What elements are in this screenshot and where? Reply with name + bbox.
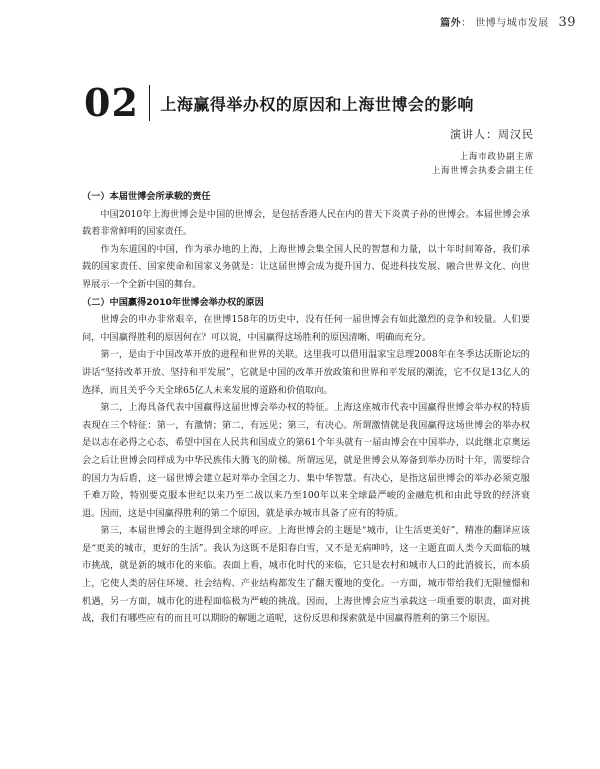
paragraph: 中国2010年上海世博会是中国的世博会，是包括香港人民在内的普天下炎黄子孙的世博会。本届世博会承载着非常鲜明的国家责任。 <box>82 208 530 238</box>
speaker-name: 演讲人：周汉民 <box>450 128 534 141</box>
byline <box>432 126 534 178</box>
paragraph: 第三，本届世博会的主题得到全球的呼应。上海世博会的主题是“城市，让生活更美好”，精准的翻译应该是“更美的城市，更好的生活”。我认为这既不是阳春白雪，又不是无病呻吟，这一主题直面人类今天面临的城市挑战，就是新的城市化的来临。表面上看，城市化时代的来临，它只是农村和城市人口的此消彼长，而本质上，它使人类的居住环境、社会结构、产业结构都发生了翻天覆地的变化。一方面，城市带给我们无限憧憬和机遇，另一方面，城市化的进程面临极为严峻的挑战。因而，上海世博会应当承载这一项重要的职责，面对挑战，我们有哪些应有的而且可以期盼的解题之道呢，这份反思和探索就是中国赢得胜利的第三个原因。 <box>82 525 530 625</box>
paragraph: 世博会的申办非常艰辛，在世博158年的历史中，没有任何一届世博会有如此激烈的竞争和较量。人们要问，中国赢得胜利的原因何在？可以说，中国赢得这场胜利的原因清晰、明确而充分。 <box>82 314 530 343</box>
running-header <box>440 14 576 30</box>
paragraph: 第二，上海具备代表中国赢得这届世博会举办权的特征。上海这座城市代表中国赢得世博会举办权的特质表现在三个特征：第一，有激情；第二，有远见；第三，有决心。所谓激情就是我国赢得这场世博会的举办权是以志在必得之心态，希望中国在人民共和国成立的第61个年头就有一届由博会在中国举办，以此继北京奥运会之后让世博会同样成为中华民族伟大腾飞的阶梯。所谓远见，就是世博会从筹备到举办历时十年，需要综合的国力为后盾，这一届世博会建立起对举办全国之力、集中华智慧。有决心，是指这届世博会的举办必须克服千难万险，特别要克服本世纪以来乃至二战以来乃至100年以来全球最严峻的金融危机和由此导致的经济衰退。因而，这是中国赢得胜利的第二个原因，就是承办城市具备了应有的特质。 <box>82 402 530 519</box>
speaker-role-2: 上海世博会执委会副主任 <box>431 166 534 176</box>
title-divider <box>149 85 151 121</box>
section-heading-1: （一）本届世博会所承载的责任 <box>82 191 211 202</box>
chapter-title-block <box>84 80 474 125</box>
article-body <box>82 188 530 628</box>
chapter-title: 上海赢得举办权的原因和上海世博会的影响 <box>160 94 474 114</box>
header-colon: ： <box>461 18 472 29</box>
header-section: 篇外 <box>440 18 462 29</box>
paragraph: 作为东道国的中国，作为承办地的上海，上海世博会集全国人民的智慧和力量，以十年时间筹备，我们承载的国家责任、国家使命和国家义务就是：让这届世博会成为提升国力、促进科技发展、融合世界文化、向世界展示一个全新中国的舞台。 <box>82 243 530 290</box>
page-number: 39 <box>558 15 576 30</box>
speaker-role-1: 上海市政协副主席 <box>459 152 534 162</box>
chapter-number: 02 <box>84 80 139 125</box>
paragraph: 第一，是由于中国改革开放的进程和世界的关联。这里我可以借用温家宝总理2008年在冬季达沃斯论坛的讲话“坚持改革开放、坚持和平发展”，它就是中国的改革开放政策和世界和平发展的潮流，它不仅是13亿人的选择，而且关乎今天全球65亿人未来发展的道路和价值取向。 <box>82 349 530 396</box>
header-subtitle: 世博与城市发展 <box>475 18 549 29</box>
section-heading-2: （二）中国赢得2010年世博会举办权的原因 <box>82 296 264 308</box>
